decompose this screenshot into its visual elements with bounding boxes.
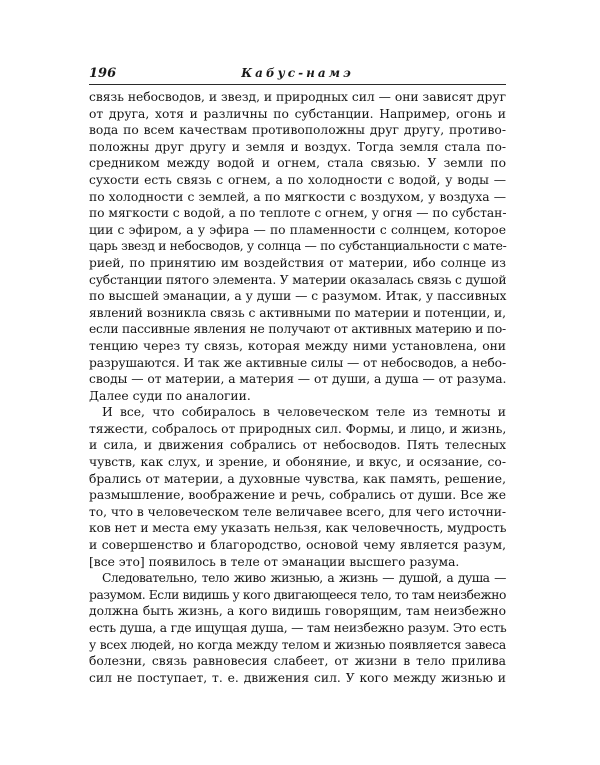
text-line: разумом. Если видишь у кого двигающееся тело, то там неизбежно (89, 587, 506, 602)
text-line: Следовательно, тело живо жизнью, а жизнь — душой, а душа — (102, 571, 506, 586)
running-head (89, 66, 506, 82)
text-line: брались от материи, а духовные чувства, как память, решение, (89, 471, 506, 486)
body-text (89, 89, 506, 686)
paragraph-1 (89, 89, 506, 404)
text-line: есть душа, а где ищущая душа, — там неизбежно разум. Это есть (89, 621, 507, 635)
book-title: Кабус-намэ (241, 66, 354, 80)
text-line: положны друг другу и земля и воздух. Тогда земля стала по- (89, 139, 506, 154)
text-line: размышление, воображение и речь, собрались от души. Все же (89, 488, 506, 503)
text-line: и совершенство и благородство, основой чему является разум, (89, 538, 506, 553)
text-line: то, что в человеческом теле величавее всего, для чего источни- (89, 504, 506, 519)
text-line: болезни, связь равновесия слабеет, от жизни в тело прилива (89, 654, 506, 669)
text-line: если пассивные явления не получают от активных материю и по- (89, 322, 506, 337)
text-line: [все это] появилось в теле от эманации высшего разума. (89, 554, 460, 569)
text-line: ков нет и места ему указать нельзя, как человечность, мудрость (89, 521, 507, 536)
page-number: 196 (89, 66, 117, 81)
text-line: разрушаются. И так же активные силы — от небосводов, а небо- (89, 355, 506, 370)
text-line: сил не поступает, т. е. движения сил. У кого между жизнью и (89, 670, 506, 685)
text-line: тенцию через ту связь, которая между ними установлена, они (89, 338, 506, 353)
text-line: по высшей эманации, а у души — с разумом. Итак, у пассивных (89, 289, 507, 304)
text-line: ции с эфиром, а у эфира — по пламенности с солнцем, которое (89, 222, 506, 237)
text-line: по мягкости с водой, а по теплоте с огнем, у огня — по субстан- (89, 206, 507, 221)
text-line: у всех людей, но когда между телом и жизнью появляется завеса (89, 637, 506, 652)
text-line: Далее суди по аналогии. (89, 388, 251, 403)
paragraph-3 (89, 570, 506, 686)
text-line: тяжести, собралось от природных сил. Формы, и лицо, и жизнь, (89, 421, 507, 436)
text-line: своды — от материи, а материя — от души, а душа — от разума. (89, 372, 507, 387)
text-line: от друга, хотя и различны по субстанции. Например, огонь и (89, 106, 506, 121)
text-line: по холодности с землей, а по мягкости с воздухом, у воздуха — (89, 189, 506, 204)
header-rule (89, 84, 506, 85)
paragraph-2 (89, 404, 506, 570)
text-line: рией, по принятию им воздействия от материи, ибо солнце из (89, 255, 506, 270)
text-line: И все, что собиралось в человеческом теле из темноты и (102, 405, 506, 420)
text-line: сухости есть связь с огнем, а по холодности с водой, у воды — (89, 172, 506, 187)
text-line: субстанции пятого элемента. У материи оказалась связь с душой (89, 272, 507, 287)
text-line: и сила, и движения собрались от небосводов. Пять телесных (89, 438, 506, 453)
text-line: связь небосводов, и звезд, и природных сил — они зависят друг (89, 90, 506, 104)
text-line: средником между водой и огнем, стала связью. У земли по (89, 156, 506, 171)
text-line: чувств, как слух, и зрение, и обоняние, и вкус, и осязание, со- (89, 455, 506, 470)
text-line: вода по всем качествам противоположны друг другу, противо- (89, 123, 506, 138)
text-line: должна быть жизнь, а кого видишь говорящим, там неизбежно (89, 604, 506, 619)
text-line: царь звезд и небосводов, у солнца — по субстанциальности с мате- (89, 239, 507, 254)
text-line: явлений возникла связь с активными по материи и потенции, и, (89, 305, 506, 320)
